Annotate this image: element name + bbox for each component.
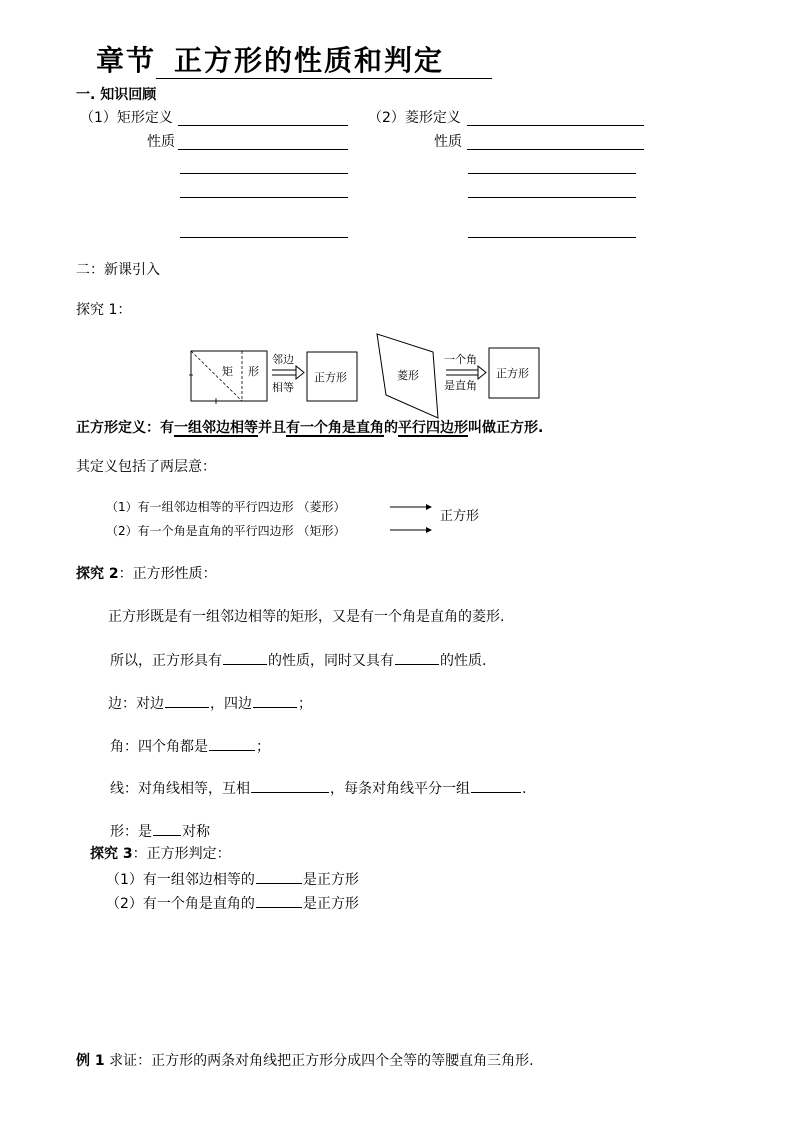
explore2-shape xyxy=(110,821,210,841)
side-part-c: ； xyxy=(298,696,312,712)
title-main: 正方形的性质和判定 xyxy=(156,44,492,79)
rhombus-label: 菱形 xyxy=(397,369,419,382)
meaning-result: 正方形 xyxy=(440,509,480,524)
meaning-item-2: （2）有一个角是直角的平行四边形 （矩形） xyxy=(106,524,346,538)
def-part-3: 的 xyxy=(384,420,398,436)
rect-prop-label: 性质 xyxy=(147,134,175,150)
explore1-label: 探究 1： xyxy=(76,302,132,318)
rhombus-prop-label: 性质 xyxy=(434,134,462,150)
angle-part-b: ； xyxy=(256,739,270,755)
square1-label: 正方形 xyxy=(314,371,347,384)
explore2-label: 探究 2 xyxy=(76,566,119,582)
example-label: 例 1 xyxy=(76,1053,105,1069)
square2-label: 正方形 xyxy=(496,367,529,380)
line2-blank-1 xyxy=(223,650,267,665)
explore3-item2 xyxy=(106,893,359,913)
def-part-1: 正方形定义：有 xyxy=(76,420,174,436)
diag-part-a: 线：对角线相等，互相 xyxy=(110,781,250,797)
side-blank-1 xyxy=(165,693,209,708)
rect-def-label: （1）矩形定义 xyxy=(80,110,173,126)
line2-part-b: 的性质，同时又具有 xyxy=(268,653,394,669)
diag-part-c: . xyxy=(522,781,527,797)
example-1 xyxy=(76,1052,534,1070)
rhombus-def-label: （2）菱形定义 xyxy=(368,110,461,126)
section1-heading: 一. 知识回顾 xyxy=(76,87,157,103)
rhombus-def-blank xyxy=(467,125,644,126)
meaning-arrows xyxy=(388,498,448,538)
explore2-diagonal xyxy=(110,778,526,798)
arrow2-top-label: 一个角 xyxy=(444,353,477,366)
def-part-4: 叫做正方形. xyxy=(468,420,544,436)
angle-part-a: 角：四个角都是 xyxy=(110,739,208,755)
def-underline-3: 平行四边形 xyxy=(398,420,468,436)
rect-prop-blank-2 xyxy=(180,173,348,174)
square-definition xyxy=(76,419,543,437)
explore2-side xyxy=(108,693,312,713)
explore2-line1: 正方形既是有一组邻边相等的矩形，又是有一个角是直角的菱形. xyxy=(108,609,505,625)
shape-part-a: 形：是 xyxy=(110,824,152,840)
line2-part-a: 所以，正方形具有 xyxy=(110,653,222,669)
explore3-item1 xyxy=(106,869,359,889)
judge2-blank xyxy=(256,893,302,908)
rect-label-2: 形 xyxy=(248,365,259,378)
side-part-a: 边：对边 xyxy=(108,696,164,712)
side-part-b: ，四边 xyxy=(210,696,252,712)
rhombus-prop-blank-3 xyxy=(468,197,636,198)
def-part-2: 并且 xyxy=(258,420,286,436)
arrow1-bottom-label: 相等 xyxy=(272,381,294,394)
rect-prop-blank-3 xyxy=(180,197,348,198)
rect-label-1: 矩 xyxy=(222,365,233,378)
shape-blank xyxy=(153,821,181,836)
rhombus-prop-blank xyxy=(467,149,644,150)
explore3-heading xyxy=(90,845,231,863)
page-title xyxy=(96,44,492,79)
rect-prop-blank-4 xyxy=(180,237,348,238)
judge1-part-a: （1）有一组邻边相等的 xyxy=(106,872,255,888)
side-blank-2 xyxy=(253,693,297,708)
explore2-heading xyxy=(76,565,217,583)
diag-blank-2 xyxy=(471,778,521,793)
judge2-part-a: （2）有一个角是直角的 xyxy=(106,896,255,912)
meaning-intro: 其定义包括了两层意： xyxy=(76,459,216,475)
judge1-blank xyxy=(256,869,302,884)
rhombus-prop-blank-2 xyxy=(468,173,636,174)
diag-blank-1 xyxy=(251,778,329,793)
section2-heading: 二：新课引入 xyxy=(76,262,160,278)
arrow-right-icon xyxy=(272,366,304,379)
judge1-part-b: 是正方形 xyxy=(302,872,359,888)
explore2-label-rest: ：正方形性质： xyxy=(118,566,217,582)
title-prefix: 章节 xyxy=(96,44,157,77)
rhombus-prop-blank-4 xyxy=(468,237,636,238)
shape-part-b: 对称 xyxy=(182,824,210,840)
arrow1-top-label: 邻边 xyxy=(272,353,294,366)
example-text: 求证：正方形的两条对角线把正方形分成四个全等的等腰直角三角形. xyxy=(109,1053,534,1069)
explore3-label-rest: ：正方形判定： xyxy=(132,846,231,862)
meaning-item-1: （1）有一组邻边相等的平行四边形 （菱形） xyxy=(106,500,346,514)
explore3-label: 探究 3 xyxy=(90,846,133,862)
arrow2-bottom-label: 是直角 xyxy=(444,379,477,392)
explore2-line2 xyxy=(110,650,486,670)
line2-part-c: 的性质. xyxy=(440,653,487,669)
judge2-part-b: 是正方形 xyxy=(302,896,359,912)
arrow-right-icon-2 xyxy=(446,366,486,379)
line2-blank-2 xyxy=(395,650,439,665)
def-underline-2: 有一个角是直角 xyxy=(286,420,384,436)
angle-blank xyxy=(209,736,255,751)
shapes-figure xyxy=(0,325,794,425)
rect-prop-blank xyxy=(178,149,348,150)
diag-part-b: ，每条对角线平分一组 xyxy=(330,781,470,797)
explore2-angle xyxy=(110,736,270,756)
rect-def-blank xyxy=(178,125,348,126)
def-underline-1: 一组邻边相等 xyxy=(174,420,258,436)
